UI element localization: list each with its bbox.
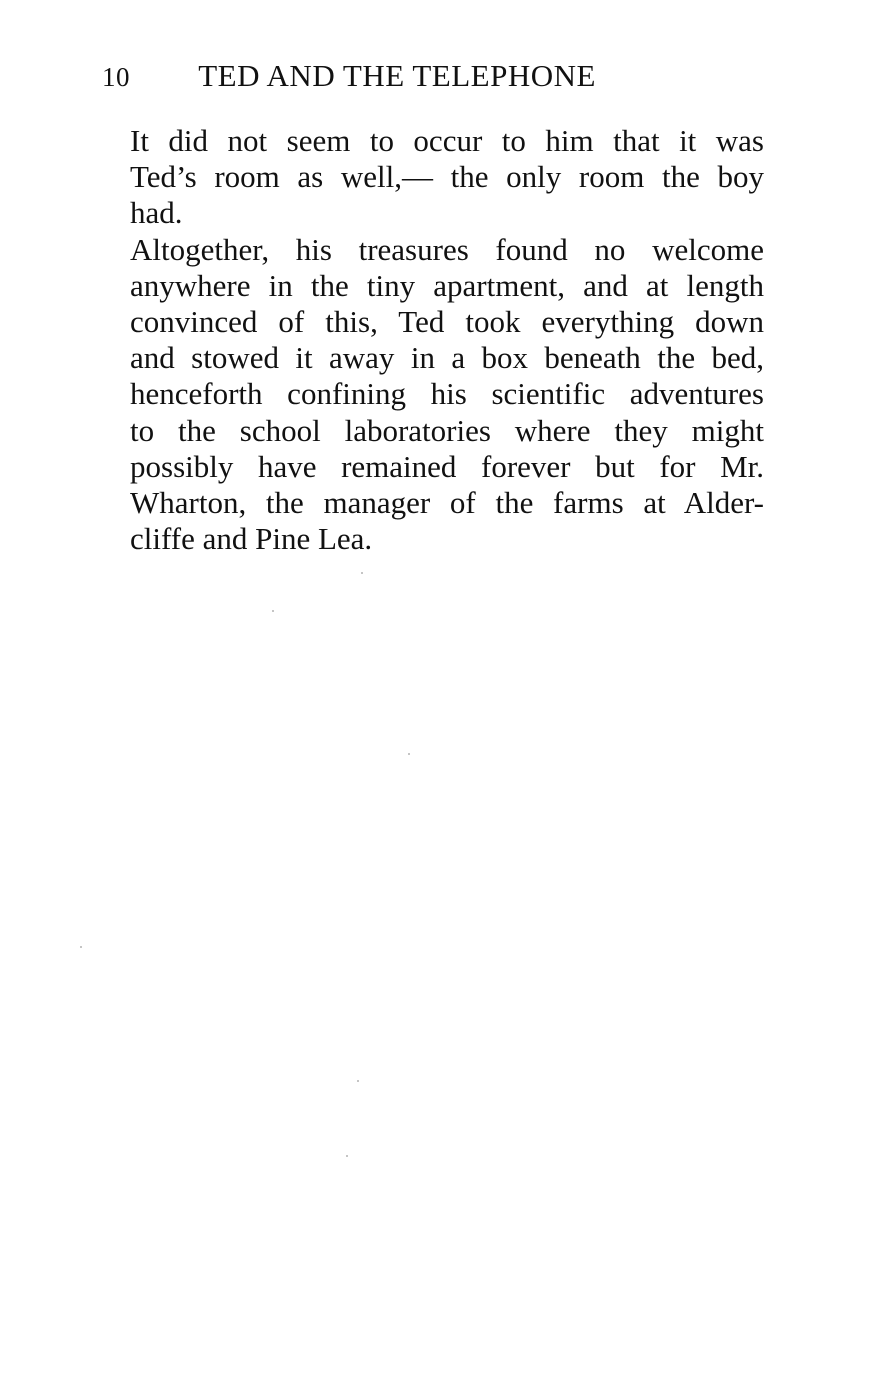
scan-speck — [408, 753, 410, 755]
text-line: Altogether, his treasures found no welcome — [130, 231, 764, 267]
running-head — [102, 56, 782, 96]
text-line: anywhere in the tiny apartment, and at length — [130, 267, 764, 303]
scan-speck — [272, 610, 274, 612]
scan-speck — [346, 1155, 348, 1157]
paragraph-2 — [98, 232, 764, 558]
text-line: and stowed it away in a box beneath the bed, — [130, 340, 764, 376]
scan-speck — [357, 1080, 359, 1082]
scan-speck — [361, 572, 363, 574]
text-line: Ted’s room as well,— the only room the boy — [130, 159, 764, 195]
text-line: cliffe and Pine Lea. — [130, 521, 373, 557]
text-line: Wharton, the manager of the farms at Alder- — [130, 485, 764, 521]
text-line: henceforth confining his scientific adventures — [130, 376, 764, 412]
page-number: 10 — [102, 62, 130, 92]
text-line: to the school laboratories where they might — [130, 412, 764, 448]
text-line: It did not seem to occur to him that it was — [130, 123, 764, 158]
scan-speck — [80, 946, 82, 948]
paragraph-1 — [98, 123, 764, 232]
body-text — [98, 123, 764, 557]
text-line: had. — [130, 195, 183, 231]
text-line: possibly have remained forever but for Mr. — [130, 448, 764, 484]
text-line: convinced of this, Ted took everything down — [130, 304, 764, 340]
running-title: TED AND THE TELEPHONE — [198, 58, 596, 93]
